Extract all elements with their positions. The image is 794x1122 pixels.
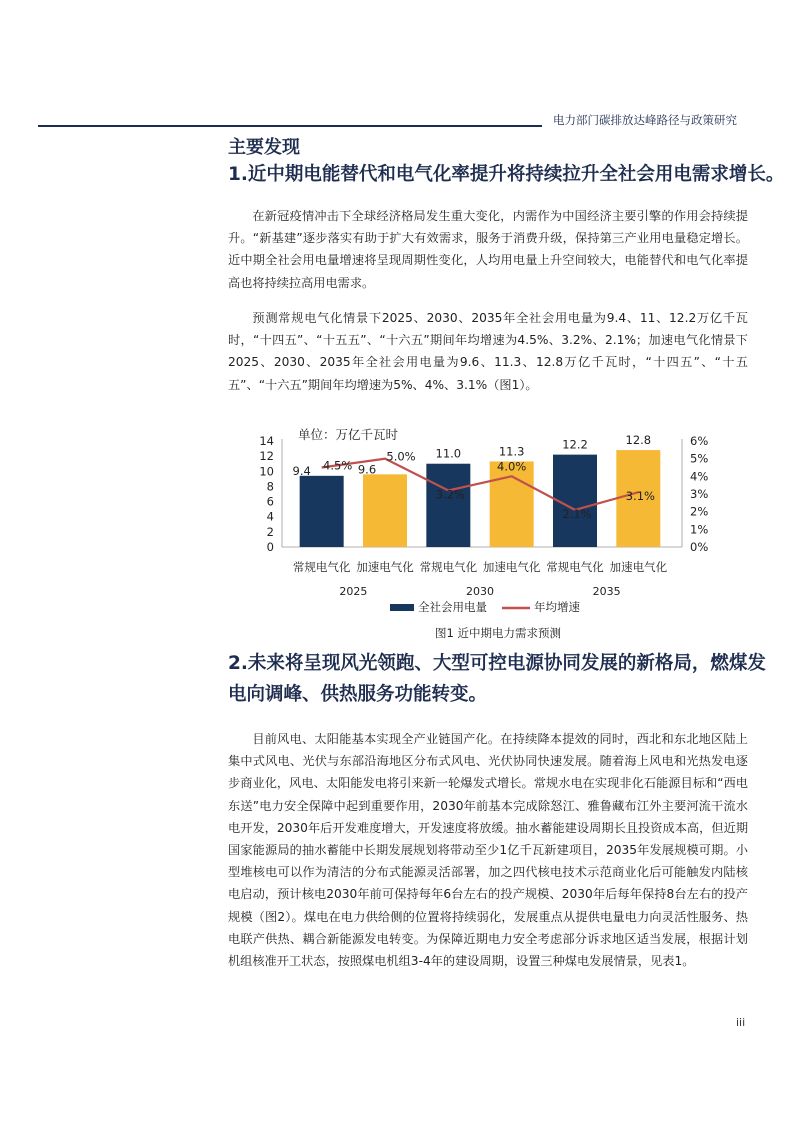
x-tick-label: 常规电气化 xyxy=(292,560,351,574)
line-data-label: 5.0% xyxy=(386,449,416,464)
y-right-tick-label: 5% xyxy=(690,451,709,466)
chart-svg xyxy=(250,425,710,625)
x-group-label: 2030 xyxy=(466,585,494,598)
y-left-tick-label: 6 xyxy=(266,494,274,509)
finding-1-paragraph-1: 在新冠疫情冲击下全球经济格局发生重大变化，内需作为中国经济主要引擎的作用会持续提升。“新基建”逐步落实有助于扩大有效需求，服务于消费升级，保持第三产业用电量稳定增长。近中期全社会用电量增速将呈现周期性变化，人均用电量上升空间较大，电能替代和电气化率提高也将持续拉高用电需求。 xyxy=(228,209,748,290)
y-left-tick-label: 12 xyxy=(259,449,274,464)
y-left-tick-label: 10 xyxy=(259,464,274,479)
y-right-tick-label: 1% xyxy=(690,522,709,537)
y-right-tick-label: 0% xyxy=(690,540,709,554)
page-number: iii xyxy=(736,1016,746,1029)
running-header: 电力部门碳排放达峰路径与政策研究 xyxy=(553,113,737,127)
y-right-tick-label: 2% xyxy=(690,504,709,519)
legend-label: 年均增速 xyxy=(534,600,580,614)
y-left-tick-label: 4 xyxy=(266,509,274,524)
y-right-tick-label: 6% xyxy=(690,434,709,448)
unit-label: 单位：万亿千瓦时 xyxy=(298,427,399,442)
finding-2-heading: 2.未来将呈现风光领跑、大型可控电源协同发展的新格局，燃煤发电向调峰、供热服务功能转变。 xyxy=(228,653,766,705)
bar-全社会用电量 xyxy=(363,474,407,547)
bar-data-label: 11.3 xyxy=(498,444,525,459)
line-data-label: 3.1% xyxy=(625,489,655,504)
x-group-label: 2035 xyxy=(592,585,621,598)
section-title: 主要发现 xyxy=(228,137,300,158)
figure-1-chart xyxy=(250,425,710,625)
x-tick-label: 常规电气化 xyxy=(419,560,478,574)
x-tick-label: 加速电气化 xyxy=(482,560,541,574)
x-tick-label: 加速电气化 xyxy=(609,560,668,574)
figure-1-caption: 图1 近中期电力需求预测 xyxy=(435,626,561,640)
line-data-label: 4.5% xyxy=(323,458,353,473)
y-right-tick-label: 3% xyxy=(690,487,709,501)
x-tick-label: 常规电气化 xyxy=(546,560,604,574)
bar-全社会用电量 xyxy=(490,461,534,547)
line-data-label: 3.2% xyxy=(435,487,465,502)
bar-全社会用电量 xyxy=(426,464,470,547)
y-right-tick-label: 4% xyxy=(690,469,709,484)
y-left-tick-label: 0 xyxy=(266,540,274,554)
line-data-label: 2.1% xyxy=(562,506,592,521)
bar-全社会用电量 xyxy=(300,476,344,547)
legend-swatch-bar xyxy=(390,604,414,611)
line-data-label: 4.0% xyxy=(497,459,527,474)
bar-data-label: 11.0 xyxy=(435,446,462,461)
finding-2-paragraph: 目前风电、太阳能基本实现全产业链国产化。在持续降本提效的同时，西北和东北地区陆上集中式风电、光伏与东部沿海地区分布式风电、光伏协同快速发展。随着海上风电和光热发电逐步商业化，风电、太阳能发电将引来新一轮爆发式增长。常规水电在实现非化石能源目标和“西电东送”电力安全保障中起到重要作用，2030年前基本完成除怒江、雅鲁藏布江外主要河流干流水电开发，2030年后开发难度增大，开发速度将放缓。抽水蓄能建设周期长且投资成本高，但近期国家能源局的抽水蓄能中长期发展规划将带动至少1亿千瓦新建项目，2035年发展规模可期。小型堆核电可以作为清洁的分布式能源灵活部署，加之四代核电技术示范商业化后可能触发内陆核电启动，预计核电2030年前可保持每年6台左右的投产规模、2030年后每年保持8台左右的投产规模（图2）。煤电在电力供给侧的位置将持续弱化，发展重点从提供电量电力向灵活性服务、热电联产供热、耦合新能源发电转变。为保障近期电力安全考虑部分诉求地区适当发展，根据计划机组核准开工状态，按照煤电机组3-4年的建设周期，设置三种煤电发展情景，见表1。 xyxy=(228,732,748,969)
finding-1-heading: 1.近中期电能替代和电气化率提升将持续拉升全社会用电需求增长。 xyxy=(228,164,785,185)
y-left-tick-label: 2 xyxy=(266,524,274,539)
bar-data-label: 9.4 xyxy=(292,463,311,478)
y-left-tick-label: 14 xyxy=(259,434,274,448)
header-rule xyxy=(38,125,542,127)
bar-data-label: 12.8 xyxy=(625,433,652,448)
y-left-tick-label: 8 xyxy=(266,479,274,494)
bar-data-label: 9.6 xyxy=(357,462,377,477)
bar-data-label: 12.2 xyxy=(562,437,588,452)
finding-1-paragraph-2: 预测常规电气化情景下2025、2030、2035年全社会用电量为9.4、11、12.2万亿千瓦时，“十四五”、“十五五”、“十六五”期间年均增速为4.5%、3.2%、2.1%；加速电气化情景下2025、2030、2035年全社会用电量为9.6、11.3、12.8万亿千瓦时，“十四五”、“十五五”、“十六五”期间年均增速为5%、4%、3.1%（图1）。 xyxy=(228,311,748,392)
legend-label: 全社会用电量 xyxy=(418,600,487,614)
x-group-label: 2025 xyxy=(339,585,368,598)
x-tick-label: 加速电气化 xyxy=(356,560,414,574)
